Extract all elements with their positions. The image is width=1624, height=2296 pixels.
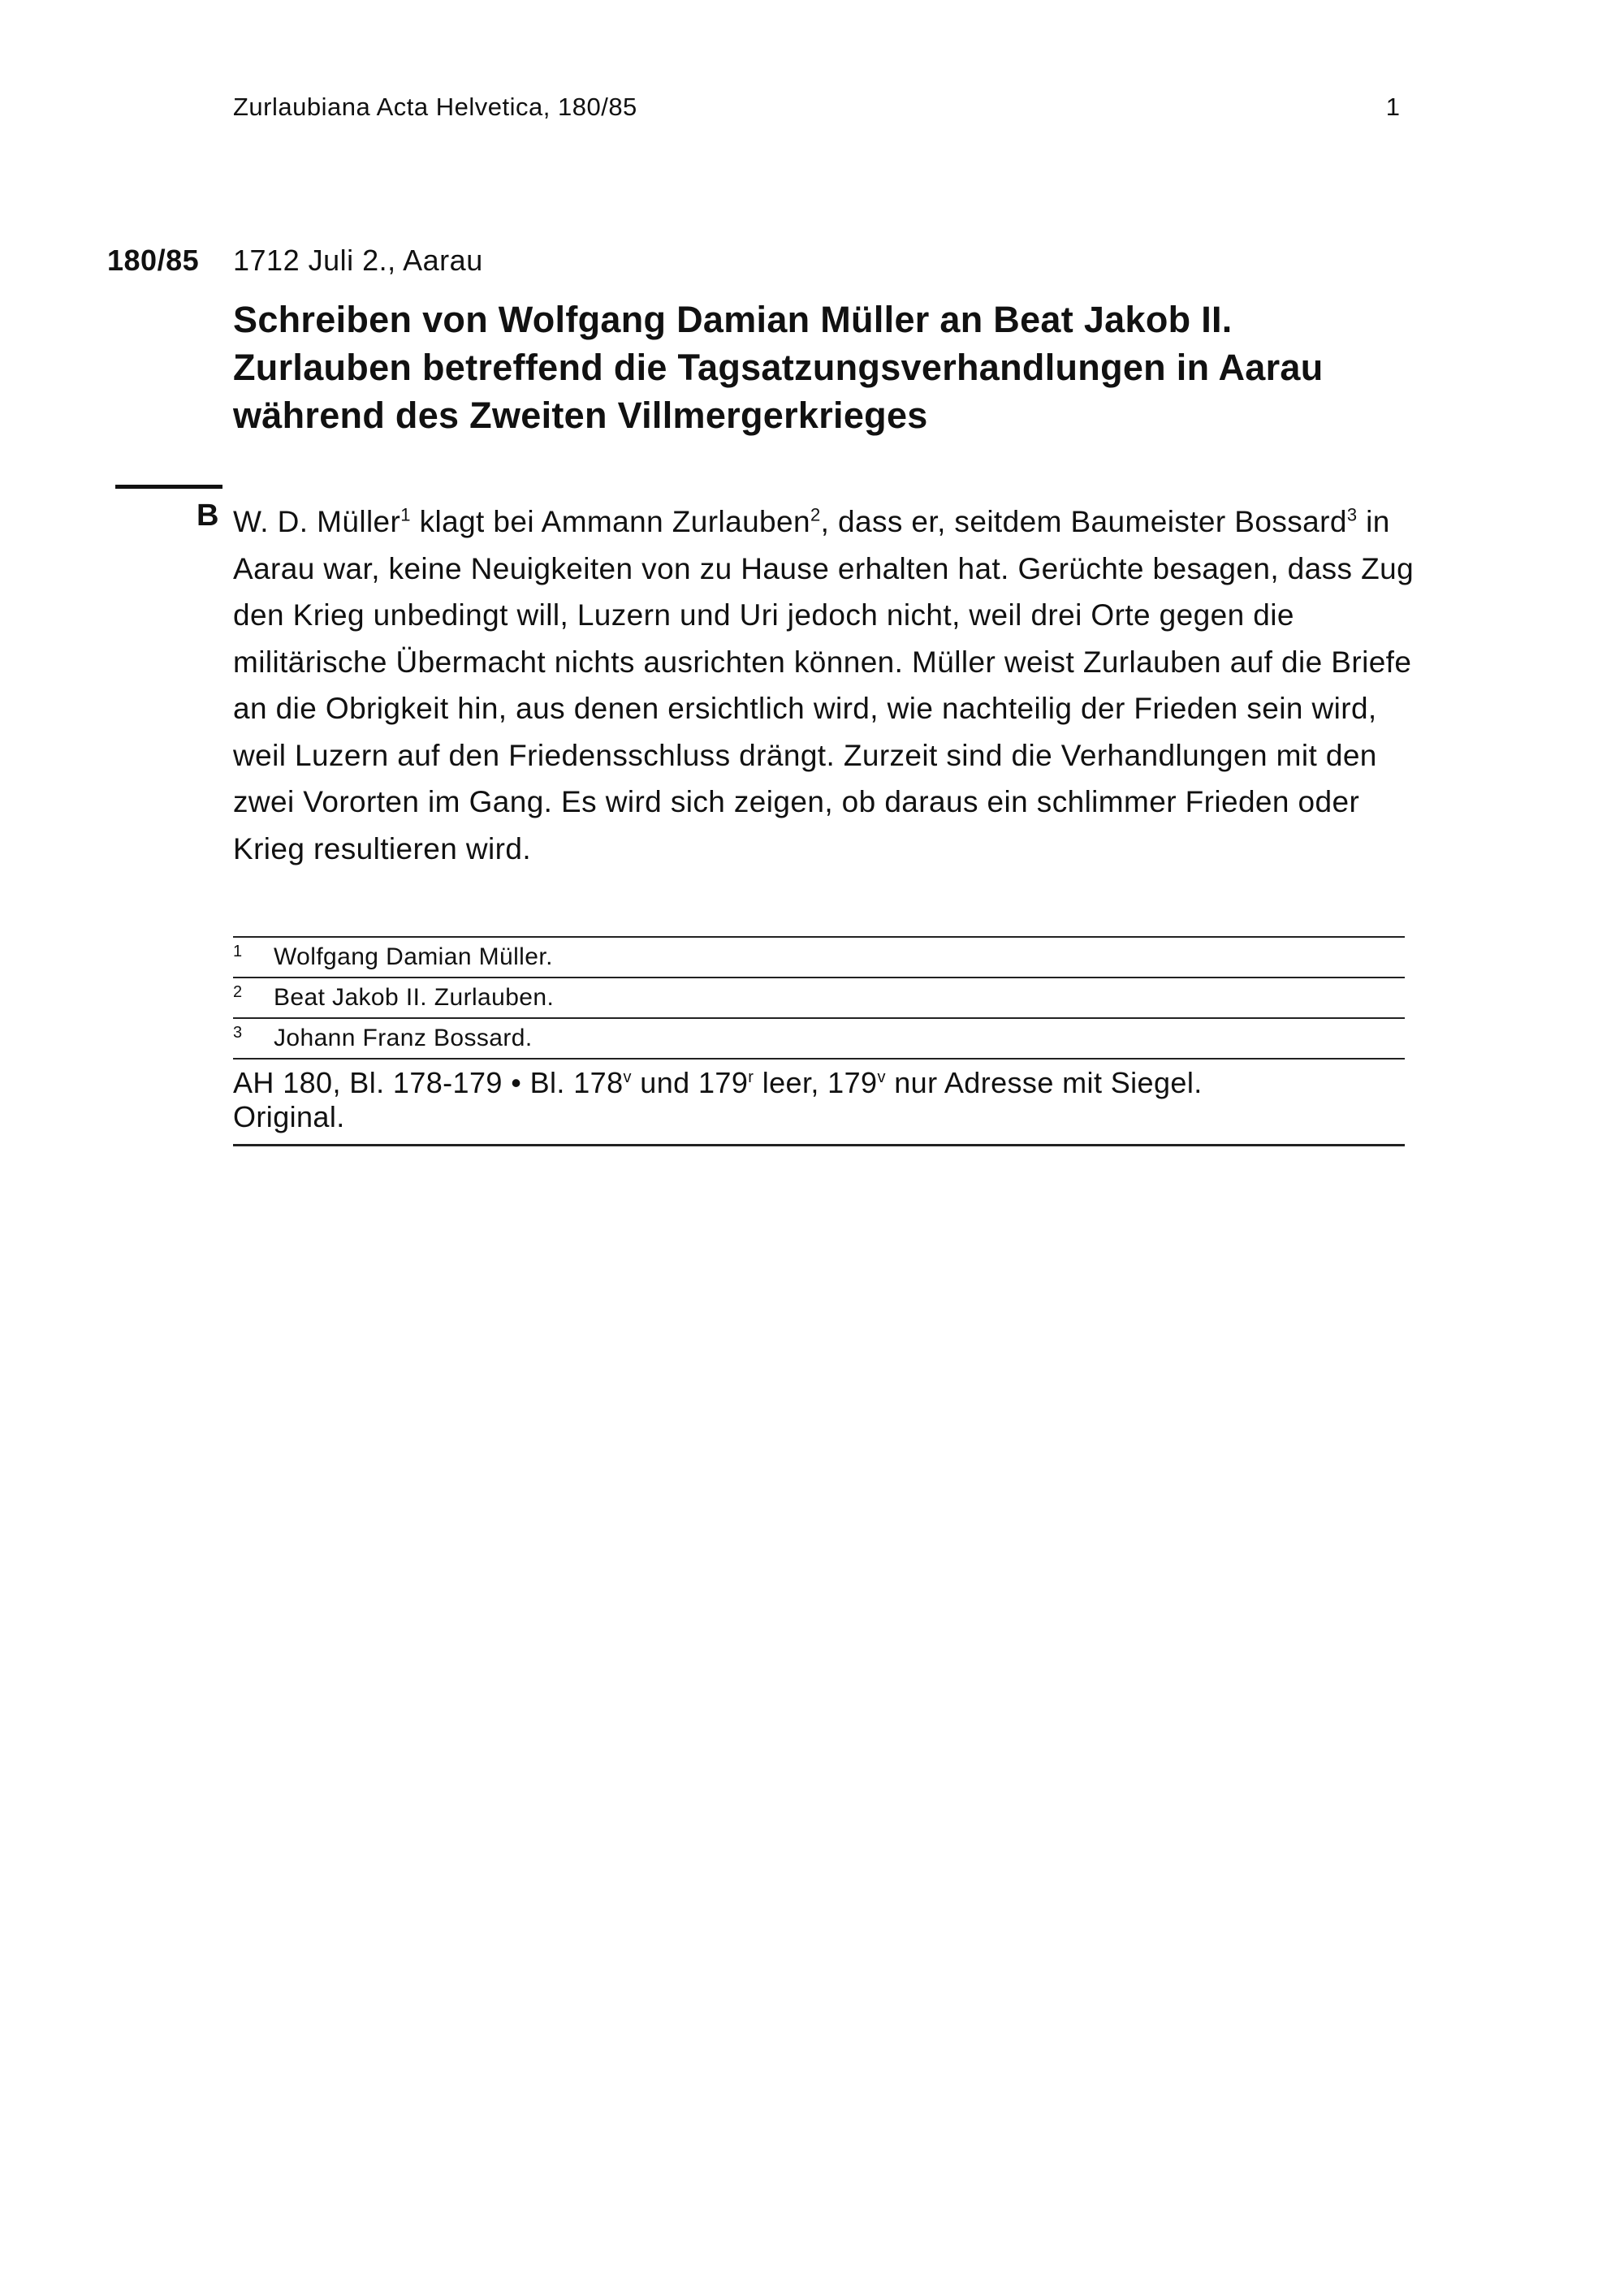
source-text: nur Adresse mit Siegel. <box>885 1066 1203 1099</box>
summary-paragraph <box>233 498 1415 872</box>
source-type: Original. <box>233 1100 345 1133</box>
footnote-row <box>233 936 1405 977</box>
footnote-mark: 2 <box>233 983 243 1001</box>
footnote-mark: 1 <box>233 943 243 960</box>
folio-side: r <box>748 1068 754 1086</box>
footnote-text: Johann Franz Bossard. <box>274 1025 533 1051</box>
footnote-text: Wolfgang Damian Müller. <box>274 943 553 970</box>
footnote-text: Beat Jakob II. Zurlauben. <box>274 984 555 1011</box>
footnote-ref: 2 <box>810 504 821 525</box>
page-number: 1 <box>1385 93 1400 121</box>
footnote-ref: 1 <box>400 504 411 525</box>
summary-text: , dass er, seitdem Baumeister Bossard <box>820 505 1347 538</box>
source-note <box>233 1058 1405 1146</box>
footnote-row <box>233 977 1405 1017</box>
summary-text: in Aarau war, keine Neuigkeiten von zu Hause erhalten hat. Gerüchte besagen, dass Zug den Krieg unbedingt will, Luzern und Uri jedoch nicht, weil drei Orte gegen die militärische Übermacht nichts ausrichten können. Müller weist Zurlauben auf die Briefe an die Obrigkeit hin, aus denen ersichtlich wird, wie nachteilig der Frieden sein wird, weil Luzern auf den Friedensschluss drängt. Zurzeit sind die Verhandlungen mit den zwei Vororten im Gang. Es wird sich zeigen, ob daraus ein schlimmer Frieden oder Krieg resultieren wird. <box>233 505 1415 865</box>
date-place: 1712 Juli 2., Aarau <box>233 244 483 277</box>
document-number: 180/85 <box>107 244 200 277</box>
margin-rule <box>115 485 222 489</box>
source-line <box>233 1066 1405 1100</box>
footnote-mark: 3 <box>233 1024 243 1042</box>
folio-side: v <box>623 1068 632 1086</box>
running-title: Zurlaubiana Acta Helvetica, 180/85 <box>233 93 637 121</box>
footnote-row <box>233 1017 1405 1058</box>
source-text: AH 180, Bl. 178-179 • Bl. 178 <box>233 1066 624 1099</box>
summary-text: klagt bei Ammann Zurlauben <box>410 505 810 538</box>
summary-text: W. D. Müller <box>233 505 401 538</box>
folio-side: v <box>877 1068 886 1086</box>
document-title: Schreiben von Wolfgang Damian Müller an Beat Jakob II. Zurlauben betreffend die Tagsatzungsverhandlungen in Aarau während des Zweiten Villmergerkrieges <box>233 299 1324 436</box>
footnote-ref: 3 <box>1346 504 1358 525</box>
sigle: B <box>197 498 219 533</box>
source-text: leer, 179 <box>754 1066 878 1099</box>
source-text: und 179 <box>631 1066 749 1099</box>
footnotes-apparatus <box>233 936 1405 1146</box>
